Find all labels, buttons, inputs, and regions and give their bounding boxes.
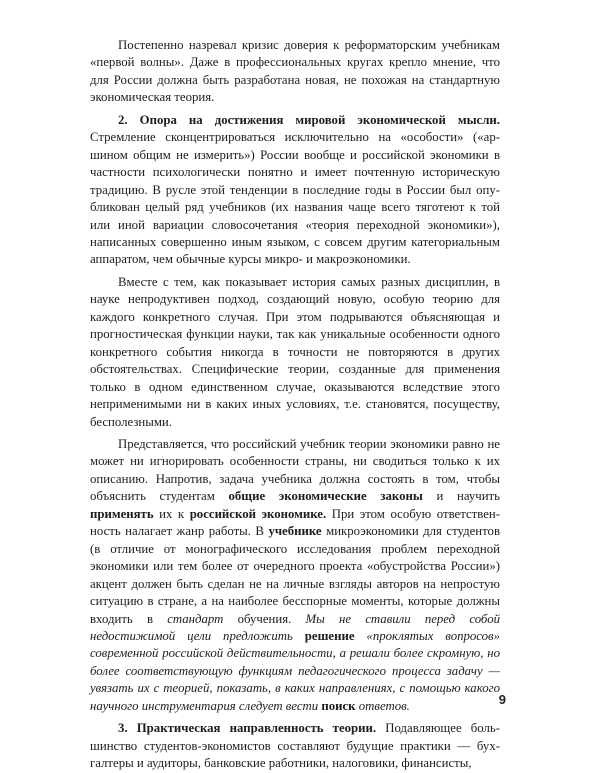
text-run: Стремление сконцентрироваться исключительно на «особости» («аршином общим не измерить») России вообще и российской экономики в частности психологически понятно и имеет почтенную историческую традицию. В русле этой тенденции в последние годы в России был опубликован целый ряд учебников (их названия чаще всего тяготеют к той или иной вариации словосочетания «теория переходной экономики»), написанных совершенно иным языком, с совсем другим категориальным аппаратом, чем обычные курсы микро- и макроэкономики. [90,130,500,267]
bold-text-run: поиск [321,698,356,713]
bold-text-run: решение [304,628,355,643]
text-run: микроэкономики для студентов (в отличие от монографического исследования проблем переходной экономики или тем более от очередного проекта «обустройства России») акцент должен быть сделан не на личные взгляды авторов на непростую ситуацию в стране, а на наиболее бесспорные моменты, которые должны входить в [90,524,500,626]
paragraph-world-economic-thought [90,112,500,269]
page-number: 9 [498,692,506,707]
italic-text-run: стандарт [167,611,224,626]
bold-text-run: 3. Практическая направленность теории. [118,721,377,736]
text-run: Постепенно назревал кризис доверия к реформаторским учебникам «первой волны». Даже в профессиональных кругах крепло мнение, что для России должна быть разработана новая, не похожая на стандартную экономическая теория. [90,38,500,105]
bold-text-run: 2. Опора на достижения мировой экономической мысли. [118,112,500,127]
text-run: Подавляющее большинство студентов-экономистов составляют будущие практики — бухгалтеры и аудиторы, банковские работники, налоговики, финансисты, [90,721,500,771]
paragraph-crisis [90,37,500,107]
text-run: Вместе с тем, как показывает история самых разных дисциплин, в науке непродуктивен подход, создающий новую, особую теорию для каждого конкретного случая. При этом подрываются объясняющая и прогностическая функции науки, так как уникальные особенности одного конкретного события никогда в точности не повторяются в других обстоятельствах. Специфические теории, созданные для применения только в одном единственном случае, оказываются вследствие этого неприменимыми ни в каких иных условиях, т.е. становятся, посуществу, бесполезными. [90,274,500,429]
italic-text-run: «проклятых вопросов» современной российской действительности, а решали более скромную, но более соответствующую функциям педагогического процесса задачу — увязать их с теорией, показать, в каких направлениях, с помощью какого научного инструментария следует вести [90,628,500,713]
bold-text-run: российской экономике. [189,506,327,521]
italic-text-run: ответов. [355,698,410,713]
text-run: Представляется, что российский учебник теории экономики равно не может ни игнорировать особенности страны, ни сводиться только к их описанию. Напротив, задача учебника должна состоять в том, чтобы объяснить студентам [90,436,500,504]
bold-text-run: применять [90,506,154,521]
body-text [90,37,500,773]
italic-text-run: Мы не ставили перед собой недостижимой цели предложить [90,611,500,643]
bold-text-run: учебнике [268,524,322,539]
paragraph-practical-orientation [90,720,500,772]
text-run: и научить [422,489,500,504]
paragraph-special-theories [90,274,500,431]
text-run: При этом особую ответственность налагает жанр работы. В [90,506,500,539]
bold-text-run: общие экономические законы [228,489,423,504]
text-run: их к [153,506,190,521]
paragraph-russian-textbook [90,436,500,715]
text-run: обучения. [223,611,306,626]
